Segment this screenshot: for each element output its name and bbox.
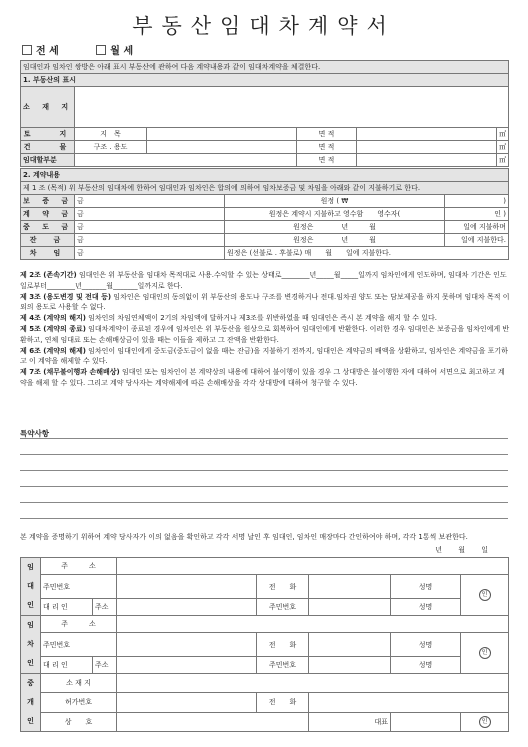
seal-icon: 인: [479, 589, 491, 601]
parties-table: [20, 557, 509, 732]
seal-icon: 인: [479, 716, 491, 728]
clause-3-body: 임차인은 임대인의 동의없이 위 부동산의 용도나 구조를 변경하거나 전대.임차권 양도 또는 담보제공을 하지 못하며 임대차 목적 이외의 용도로 사용할 수 없다.: [20, 292, 510, 312]
lessee-phone-field[interactable]: [309, 633, 391, 657]
special-terms-line[interactable]: [20, 454, 508, 455]
down-payment-amount[interactable]: 금: [75, 208, 225, 221]
lessee-agent-address-label: 주소: [93, 657, 117, 674]
interim-payment-text: 원정은 년 월: [225, 221, 445, 234]
clause-2: [20, 270, 510, 292]
option-wolse[interactable]: [96, 46, 133, 57]
clause-3: [20, 292, 510, 314]
down-payment-tail: 인 ): [445, 208, 509, 221]
special-terms-line[interactable]: [20, 438, 508, 439]
building-area-field[interactable]: [357, 141, 497, 154]
clause-2-body: 임대인은 위 부동산을 임대차 목적대로 사용.수익할 수 있는 상태로________년_____월_____일까지 임차인에게 인도하며, 임대차 기간은 인도일로부터________년_______월_______일까지로 한다.: [20, 271, 507, 290]
contract-type-options: [22, 42, 167, 57]
lessee-seal[interactable]: [461, 633, 509, 674]
building-area-label: 면 적: [297, 141, 357, 154]
lessee-agent-address-field[interactable]: [117, 657, 257, 674]
structure-field[interactable]: [147, 141, 297, 154]
interim-payment-tail: 일에 지불하며: [445, 221, 509, 234]
clause-7-title: 제 7조 (채무불이행과 손해배상): [20, 368, 120, 377]
rented-area-field[interactable]: [357, 154, 497, 167]
clause-5: [20, 324, 510, 346]
broker-phone-label: 전 화: [257, 693, 309, 712]
clause-2-title: 제 2조 (존속기간): [20, 271, 77, 279]
down-payment-text: 원정은 계약시 지불하고 영수함 영수자(: [225, 208, 445, 221]
lessee-label: 임 차 인: [21, 616, 41, 674]
option-jeonse[interactable]: [22, 46, 59, 57]
clause-7-body: 임대인 또는 임차인이 본 계약상의 내용에 대하여 불이행이 있을 경우 그 상대방은 불이행한 자에 대하여 서면으로 최고하고 계약을 해제 할 수 있다. 그리고 계약 당사자는 계약해제에 따른 손해배상을 각각 상대방에 대하여 청구할 수 있다.: [20, 368, 505, 387]
lessee-agent-name-label: 성명: [391, 657, 461, 674]
clause-5-title: 제 5조 (계약의 종료): [20, 324, 86, 333]
balance-text: 원정은 년 월: [225, 234, 445, 247]
building-area-unit: ㎡: [497, 141, 509, 154]
clause-6: [20, 346, 510, 368]
location-label: 소 재 지: [21, 87, 75, 128]
document-title: 부동산임대차계약서: [132, 14, 396, 38]
lessor-address-field[interactable]: [117, 558, 509, 575]
lessee-agent-label: 대 리 인: [41, 657, 93, 674]
lessor-agent-label: 대 리 인: [41, 599, 93, 616]
clause-4-body: 임차인의 차임연체액이 2기의 차임액에 달하거나 제3조를 위반하였을 때 임대인은 즉시 본 계약을 해지 할 수 있다.: [85, 314, 437, 323]
clause-5-body: 임대차계약이 종료된 경우에 임차인은 위 부동산을 원상으로 회복하여 임대인에게 반환한다. 이러한 경우 임대인은 보증금을 임차인에게 반환하고, 연체 임대료 또는 손해배상금이 있을 때는 이들을 제하고 그 잔액을 반환한다.: [20, 324, 510, 344]
clause1-text: 제 1 조 (목적) 위 부동산의 임대차에 한하여 임대인과 임차인은 합의에 의하여 임차보증금 및 차임을 아래와 같이 지불하기로 한다.: [21, 182, 509, 195]
rent-text: 원정은 (선불로 . 후불로) 매 월 일에 지불한다.: [225, 247, 509, 260]
lessee-agent-id-field[interactable]: [309, 657, 391, 674]
section2-heading: 2. 계약내용: [21, 169, 509, 182]
land-area-label: 면 적: [297, 128, 357, 141]
broker-phone-field[interactable]: [309, 693, 509, 712]
broker-rep-field[interactable]: [391, 712, 461, 731]
lessor-agent-address-field[interactable]: [117, 599, 257, 616]
lessor-label: 임 대 인: [21, 558, 41, 616]
lessor-seal[interactable]: [461, 575, 509, 616]
lessee-agent-id-label: 주민번호: [257, 657, 309, 674]
land-type-field[interactable]: [147, 128, 297, 141]
special-terms-line[interactable]: [20, 518, 508, 519]
closing-statement: 본 계약을 증명하기 위하여 계약 당사자가 이의 없음을 확인하고 각각 서명 날인 후 임대인, 임차인 매장마다 간인하여야 하며, 각각 1통씩 보관한다.: [20, 533, 468, 541]
land-area-unit: ㎡: [497, 128, 509, 141]
deposit-label: 보 증 금: [21, 195, 75, 208]
lessor-phone-label: 전 화: [257, 575, 309, 599]
section1-heading: 1. 부동산의 표시: [21, 74, 509, 87]
lessor-address-label: 주 소: [41, 558, 117, 575]
clause-3-title: 제 3조 (용도변경 및 전대 등): [20, 292, 112, 301]
broker-trade-name-label: 상 호: [41, 712, 117, 731]
lessee-address-label: 주 소: [41, 616, 117, 633]
rented-part-field[interactable]: [75, 154, 297, 167]
lessor-name-label: 성명: [391, 575, 461, 599]
lessee-name-label: 성명: [391, 633, 461, 657]
lessor-agent-address-label: 주소: [93, 599, 117, 616]
lessor-id-field[interactable]: [117, 575, 257, 599]
clause-6-body: 임차인이 임대인에게 중도금(중도금이 없을 때는 잔금)을 지불하기 전까지, 임대인은 계약금의 배액을 상환하고, 임차인은 계약금을 포기하고 이 계약을 해제할 수 있다.: [20, 346, 508, 366]
clause-7: [20, 367, 510, 389]
rented-part-label: 임대할부분: [21, 154, 75, 167]
clause-6-title: 제 6조 (계약의 해제): [20, 346, 86, 355]
wolse-label: 월 세: [110, 46, 134, 57]
broker-license-label: 허가번호: [41, 693, 117, 712]
lessee-id-field[interactable]: [117, 633, 257, 657]
lessee-phone-label: 전 화: [257, 633, 309, 657]
lessor-phone-field[interactable]: [309, 575, 391, 599]
contract-date: 년 월 일: [435, 546, 488, 554]
broker-rep-label: 대표: [309, 712, 391, 731]
rented-area-unit: ㎡: [497, 154, 509, 167]
down-payment-label: 계 약 금: [21, 208, 75, 221]
broker-trade-name-field[interactable]: [117, 712, 309, 731]
structure-label: 구조 . 용도: [75, 141, 147, 154]
lessor-agent-id-label: 주민번호: [257, 599, 309, 616]
lessor-id-label: 주민번호: [41, 575, 117, 599]
lessor-agent-id-field[interactable]: [309, 599, 391, 616]
location-field[interactable]: [75, 87, 509, 128]
seal-icon: 인: [479, 647, 491, 659]
balance-label: 잔 금: [21, 234, 75, 247]
special-terms-line[interactable]: [20, 470, 508, 471]
jeonse-label: 전 세: [36, 46, 59, 57]
broker-license-field[interactable]: [117, 693, 257, 712]
land-type-label: 지 목: [75, 128, 147, 141]
deposit-amount[interactable]: 금: [75, 195, 225, 208]
special-terms-line[interactable]: [20, 486, 508, 487]
contract-terms-table: [20, 168, 509, 260]
deposit-tail: ): [445, 195, 509, 208]
intro-text: 임대인과 임차인 쌍방은 아래 표시 부동산에 관하여 다음 계약내용과 같이 임대차계약을 체결한다.: [21, 61, 509, 74]
rent-amount[interactable]: 금: [75, 247, 225, 260]
special-terms-label: 특약사항: [20, 429, 49, 438]
special-terms-line[interactable]: [20, 502, 508, 503]
interim-payment-amount[interactable]: 금: [75, 221, 225, 234]
broker-office-field[interactable]: [117, 674, 509, 693]
property-table: [20, 60, 509, 167]
broker-label: 중 개 인: [21, 674, 41, 732]
contract-clauses: [20, 270, 510, 389]
lessee-id-label: 주민번호: [41, 633, 117, 657]
rent-label: 차 임: [21, 247, 75, 260]
wolse-checkbox[interactable]: [96, 45, 106, 55]
land-label: 토 지: [21, 128, 75, 141]
balance-tail: 일에 지불한다.: [445, 234, 509, 247]
lessee-address-field[interactable]: [117, 616, 509, 633]
broker-office-label: 소 재 지: [41, 674, 117, 693]
jeonse-checkbox[interactable]: [22, 45, 32, 55]
clause-4-title: 제 4조 (계약의 해지): [20, 314, 86, 323]
rented-area-label: 면 적: [297, 154, 357, 167]
building-label: 건 물: [21, 141, 75, 154]
deposit-text: 원정 ( ₩: [225, 195, 445, 208]
balance-amount[interactable]: 금: [75, 234, 225, 247]
clause-4: [20, 313, 510, 324]
land-area-field[interactable]: [357, 128, 497, 141]
interim-payment-label: 중 도 금: [21, 221, 75, 234]
lessor-agent-name-label: 성명: [391, 599, 461, 616]
broker-seal[interactable]: [461, 712, 509, 731]
